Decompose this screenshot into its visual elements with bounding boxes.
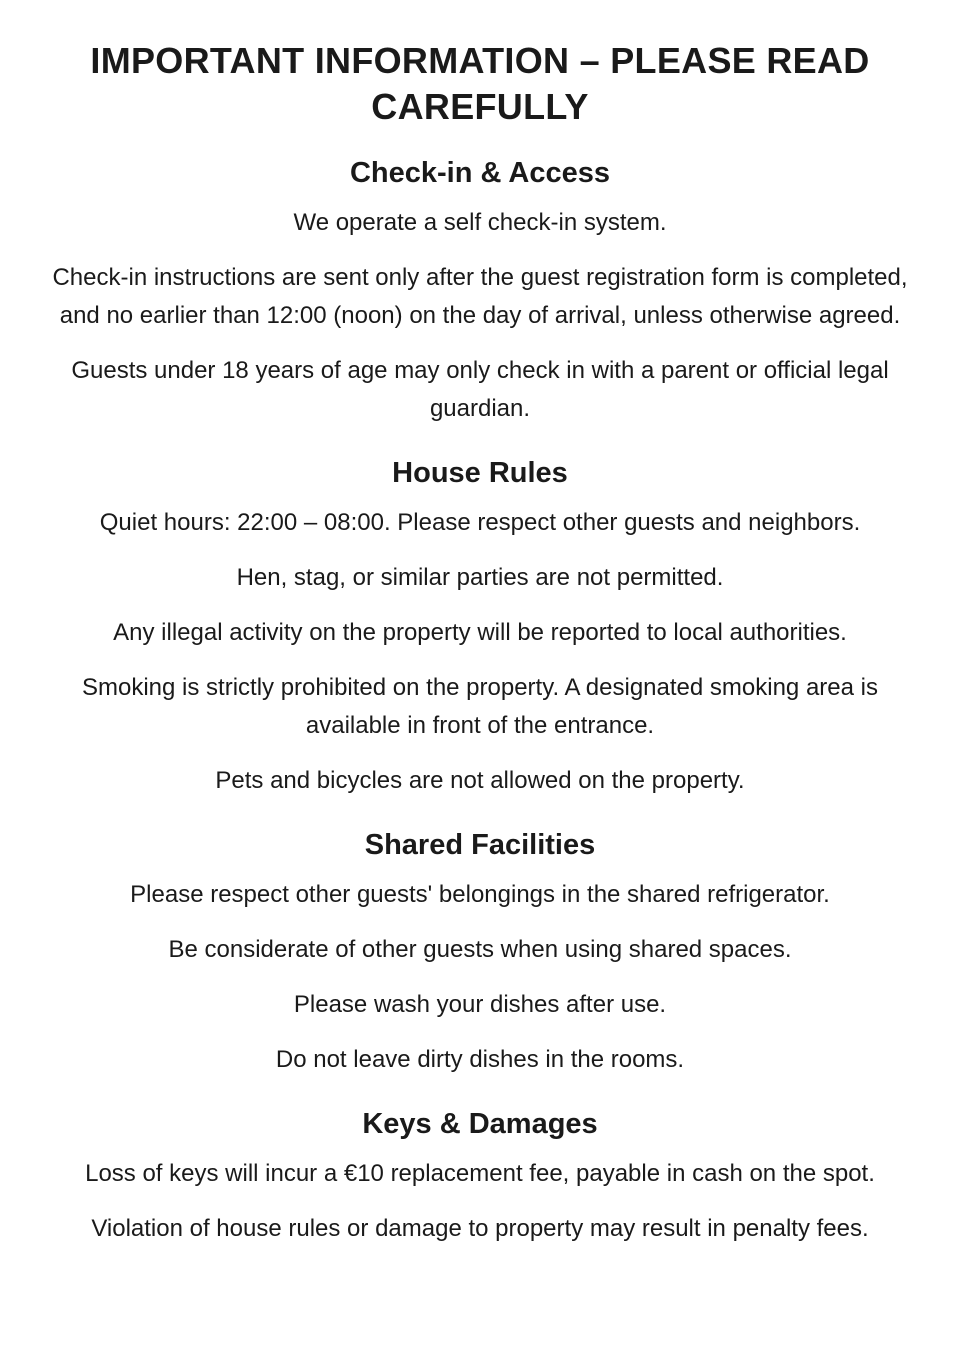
section-heading: Check-in & Access	[349, 157, 611, 189]
section-shared-facilities	[48, 828, 912, 1079]
paragraph: Be considerate of other guests when using shared spaces.	[168, 936, 792, 963]
section-heading: Keys & Damages	[362, 1108, 598, 1140]
paragraph: Pets and bicycles are not allowed on the property.	[215, 767, 745, 794]
paragraph: Hen, stag, or similar parties are not permitted.	[236, 564, 724, 591]
paragraph: Quiet hours: 22:00 – 08:00. Please respect other guests and neighbors.	[99, 509, 861, 536]
paragraph: Any illegal activity on the property will be reported to local authorities.	[113, 619, 847, 646]
paragraph: Do not leave dirty dishes in the rooms.	[275, 1046, 685, 1073]
paragraph: Check-in instructions are sent only after the guest registration form is completed, and no earlier than 12:00 (noon) on the day of arrival, unless otherwise agreed.	[52, 264, 908, 329]
paragraph: Guests under 18 years of age may only check in with a parent or official legal guardian.	[71, 357, 889, 422]
section-house-rules	[48, 456, 912, 800]
paragraph: Loss of keys will incur a €10 replacement fee, payable in cash on the spot.	[85, 1160, 875, 1187]
paragraph: Please wash your dishes after use.	[293, 991, 667, 1018]
section-heading: House Rules	[392, 457, 568, 489]
paragraph: Violation of house rules or damage to property may result in penalty fees.	[91, 1215, 869, 1242]
paragraph: We operate a self check-in system.	[293, 209, 667, 236]
document-title: IMPORTANT INFORMATION – PLEASE READ CAREFULLY	[90, 40, 870, 127]
paragraph: Please respect other guests' belongings in the shared refrigerator.	[130, 881, 830, 908]
paragraph: Smoking is strictly prohibited on the property. A designated smoking area is available in front of the entrance.	[82, 674, 878, 739]
section-keys-damages	[48, 1107, 912, 1248]
section-heading: Shared Facilities	[364, 829, 596, 861]
section-check-in-access	[48, 156, 912, 428]
